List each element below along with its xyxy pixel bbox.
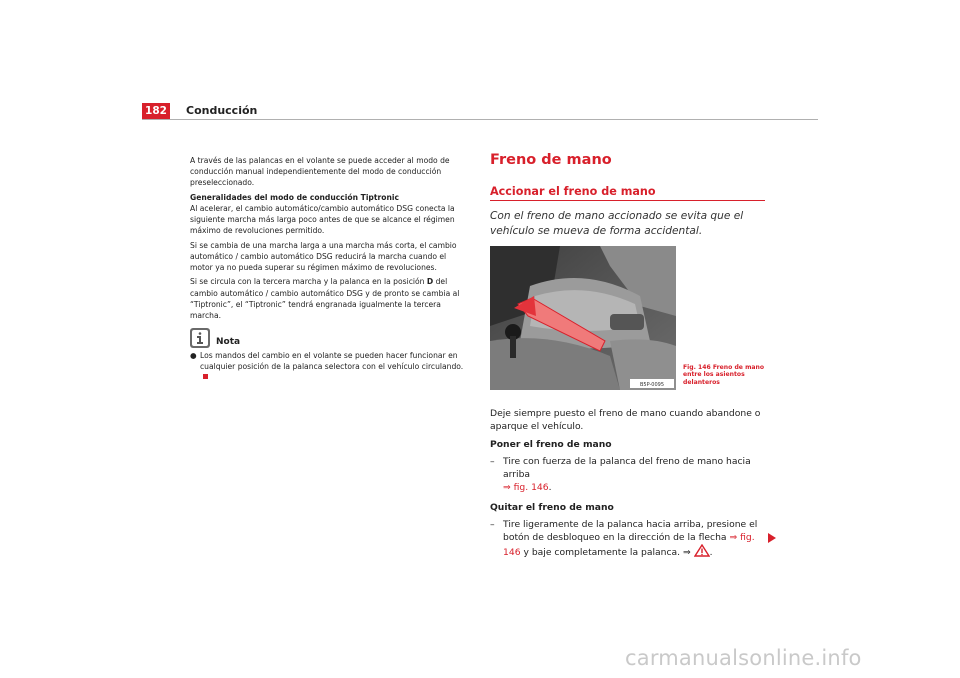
- handbrake-figure: [490, 246, 676, 390]
- paragraph: Al acelerar, el cambio automático/cambio automático DSG conecta la siguiente marcha más larga poco antes de que se alcance el régimen máximo de revoluciones permitido.: [190, 203, 455, 236]
- figure-link[interactable]: ⇒ fig. 146: [503, 532, 755, 558]
- figure-code: B5P-0095: [639, 382, 665, 388]
- note-item: [190, 350, 468, 383]
- end-of-section-marker: [203, 374, 208, 379]
- page-number: 182: [142, 103, 170, 119]
- bullet: ●: [190, 350, 197, 360]
- right-body: [490, 407, 775, 559]
- paragraph: Si se circula con la tercera marcha y la palanca en la posición D del cambio automático / cambio automático DSG y de pronto se cambia al “Tiptronic”, el “Tiptronic” tendrá engranada igualmente la tercera marcha.: [190, 277, 460, 320]
- paragraph: Deje siempre puesto el freno de mano cuando abandone o aparque el vehículo.: [490, 408, 761, 432]
- note-text: Los mandos del cambio en el volante se pueden hacer funcionar en cualquier posición de la palanca selectora con el vehículo circulando.: [200, 350, 468, 383]
- header-divider: [142, 119, 818, 120]
- subheading-release: Quitar el freno de mano: [490, 502, 614, 513]
- figure-caption: Fig. 146 Freno de mano entre los asientos delanteros: [683, 364, 765, 386]
- warning-icon[interactable]: [694, 544, 710, 557]
- next-page-arrow-icon[interactable]: [767, 533, 777, 543]
- section-title: Freno de mano: [490, 152, 612, 168]
- note-header: [190, 328, 468, 348]
- left-column: [190, 155, 468, 383]
- watermark: carmanualsonline.info: [625, 646, 862, 670]
- gear-position-d: D: [426, 277, 434, 287]
- dash: –: [490, 519, 495, 530]
- step-text: Tire ligeramente de la palanca hacia arriba, presione el botón de desbloqueo en la dirección de la flecha ⇒ fig. 146 y baje completamente la palanca. ⇒ .: [503, 519, 758, 558]
- handbrake-illustration: [490, 246, 676, 390]
- step-item: [490, 518, 775, 559]
- step-text: Tire con fuerza de la palanca del freno de mano hacia arriba ⇒ fig. 146.: [503, 456, 751, 493]
- paragraph: Si se cambia de una marcha larga a una marcha más corta, el cambio automático / cambio automático DSG reducirá la marcha cuando el motor ya no pueda superar su régimen máximo de revoluciones.: [190, 240, 457, 272]
- dash: –: [490, 456, 495, 467]
- subheading-apply: Poner el freno de mano: [490, 439, 612, 450]
- intro-text: Con el freno de mano accionado se evita que el vehículo se mueva de forma accidental.: [490, 210, 744, 237]
- note-label: Nota: [216, 336, 241, 347]
- paragraph: A través de las palancas en el volante se puede acceder al modo de conducción manual independientemente del modo de conducción preseleccionado.: [190, 156, 450, 188]
- subheading-tiptronic: Generalidades del modo de conducción Tiptronic: [190, 192, 399, 202]
- chapter-title: Conducción: [186, 104, 258, 117]
- info-note-icon: [190, 328, 210, 348]
- subsection-title: Accionar el freno de mano: [490, 185, 656, 198]
- subsection-divider: [490, 200, 765, 201]
- figure-link[interactable]: ⇒ fig. 146: [503, 482, 549, 493]
- step-item: [490, 455, 775, 494]
